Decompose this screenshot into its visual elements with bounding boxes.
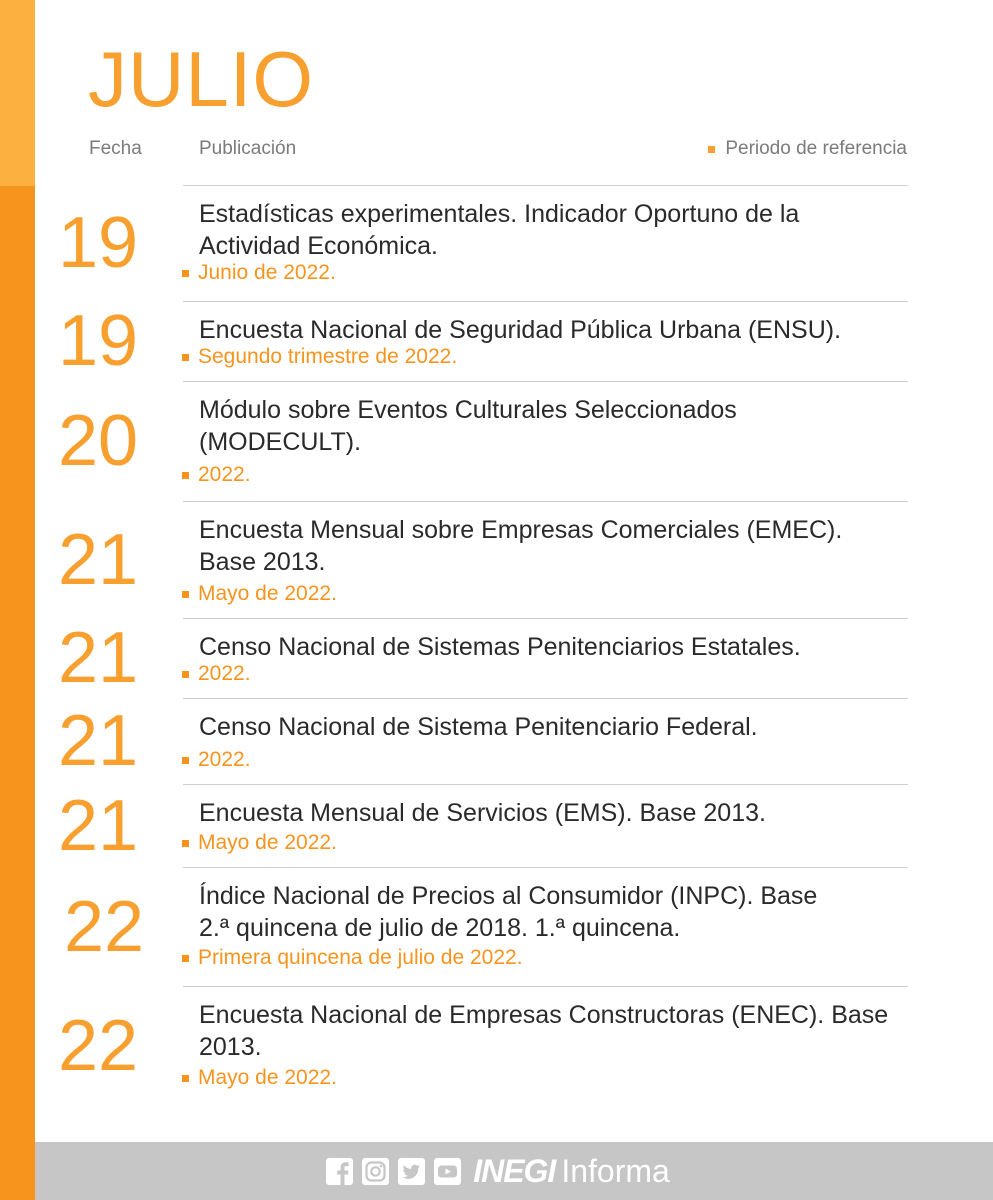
square-bullet-icon xyxy=(182,270,189,277)
square-bullet-icon xyxy=(182,354,189,361)
row-publication: Censo Nacional de Sistemas Penitenciarios Estatales. xyxy=(199,633,801,661)
row-period-text: Segundo trimestre de 2022. xyxy=(198,345,458,368)
row-period xyxy=(182,345,457,369)
square-bullet-icon xyxy=(182,591,189,598)
row-period xyxy=(182,1066,337,1090)
list-item xyxy=(0,618,993,698)
header-periodo-label: Periodo de referencia xyxy=(725,138,907,159)
row-period-text: 2022. xyxy=(198,748,251,771)
header-publicacion: Publicación xyxy=(199,138,297,159)
row-publication: Módulo sobre Eventos Culturales Seleccionados (MODECULT). xyxy=(199,396,737,456)
list-item xyxy=(0,301,993,381)
list-item xyxy=(0,698,993,784)
row-period-text: Mayo de 2022. xyxy=(198,582,337,605)
brand-inegi: INEGI xyxy=(473,1152,556,1189)
square-bullet-icon xyxy=(708,146,715,153)
header-periodo xyxy=(708,137,907,161)
list-item xyxy=(0,185,993,301)
brand-informa: Informa xyxy=(561,1152,670,1189)
row-day: 22 xyxy=(58,1006,139,1086)
list-item xyxy=(0,501,993,618)
facebook-icon[interactable] xyxy=(326,1158,353,1185)
row-period-text: Mayo de 2022. xyxy=(198,831,337,854)
square-bullet-icon xyxy=(182,757,189,764)
row-period-text: 2022. xyxy=(198,662,251,685)
row-period xyxy=(182,261,336,285)
footer-bar xyxy=(35,1142,993,1200)
row-publication: Encuesta Mensual de Servicios (EMS). Base 2013. xyxy=(199,799,766,827)
instagram-icon[interactable] xyxy=(362,1158,389,1185)
list-item xyxy=(0,784,993,867)
youtube-icon[interactable] xyxy=(434,1158,461,1185)
row-day: 20 xyxy=(58,401,139,481)
row-publication: Encuesta Mensual sobre Empresas Comerciales (EMEC). Base 2013. xyxy=(199,516,843,576)
row-period xyxy=(182,946,523,970)
social-links xyxy=(326,1158,461,1185)
row-publication: Índice Nacional de Precios al Consumidor (INPC). Base 2.ª quincena de julio de 2018. 1.ª quincena. xyxy=(199,882,818,942)
row-day: 21 xyxy=(58,519,139,600)
side-accent-bar-top xyxy=(0,0,35,186)
row-period xyxy=(182,582,337,606)
row-publication: Encuesta Nacional de Seguridad Pública Urbana (ENSU). xyxy=(199,316,842,344)
row-day: 21 xyxy=(58,785,139,866)
row-day: 22 xyxy=(64,886,145,967)
twitter-icon[interactable] xyxy=(398,1158,425,1185)
square-bullet-icon xyxy=(182,472,189,479)
square-bullet-icon xyxy=(182,955,189,962)
month-title: JULIO xyxy=(88,35,315,123)
square-bullet-icon xyxy=(182,1075,189,1082)
row-period xyxy=(182,831,337,855)
row-period-text: Mayo de 2022. xyxy=(198,1066,337,1089)
row-period xyxy=(182,662,251,686)
list-item xyxy=(0,867,993,986)
row-period-text: Primera quincena de julio de 2022. xyxy=(198,946,523,969)
row-publication: Estadísticas experimentales. Indicador Oportuno de la Actividad Económica. xyxy=(199,200,800,260)
row-day: 19 xyxy=(58,203,139,283)
publication-list xyxy=(0,185,993,1106)
row-day: 21 xyxy=(58,701,139,781)
list-item xyxy=(0,986,993,1106)
row-day: 21 xyxy=(58,618,139,698)
list-item xyxy=(0,381,993,501)
row-publication: Censo Nacional de Sistema Penitenciario Federal. xyxy=(199,713,758,741)
row-period xyxy=(182,748,251,772)
inegi-informa-logo xyxy=(473,1153,670,1190)
row-period-text: 2022. xyxy=(198,463,251,486)
row-period xyxy=(182,463,251,487)
row-period-text: Junio de 2022. xyxy=(198,261,336,284)
row-publication: Encuesta Nacional de Empresas Constructoras (ENEC). Base 2013. xyxy=(199,1001,889,1061)
square-bullet-icon xyxy=(182,671,189,678)
row-day: 19 xyxy=(58,301,139,381)
header-fecha: Fecha xyxy=(89,138,142,159)
square-bullet-icon xyxy=(182,840,189,847)
